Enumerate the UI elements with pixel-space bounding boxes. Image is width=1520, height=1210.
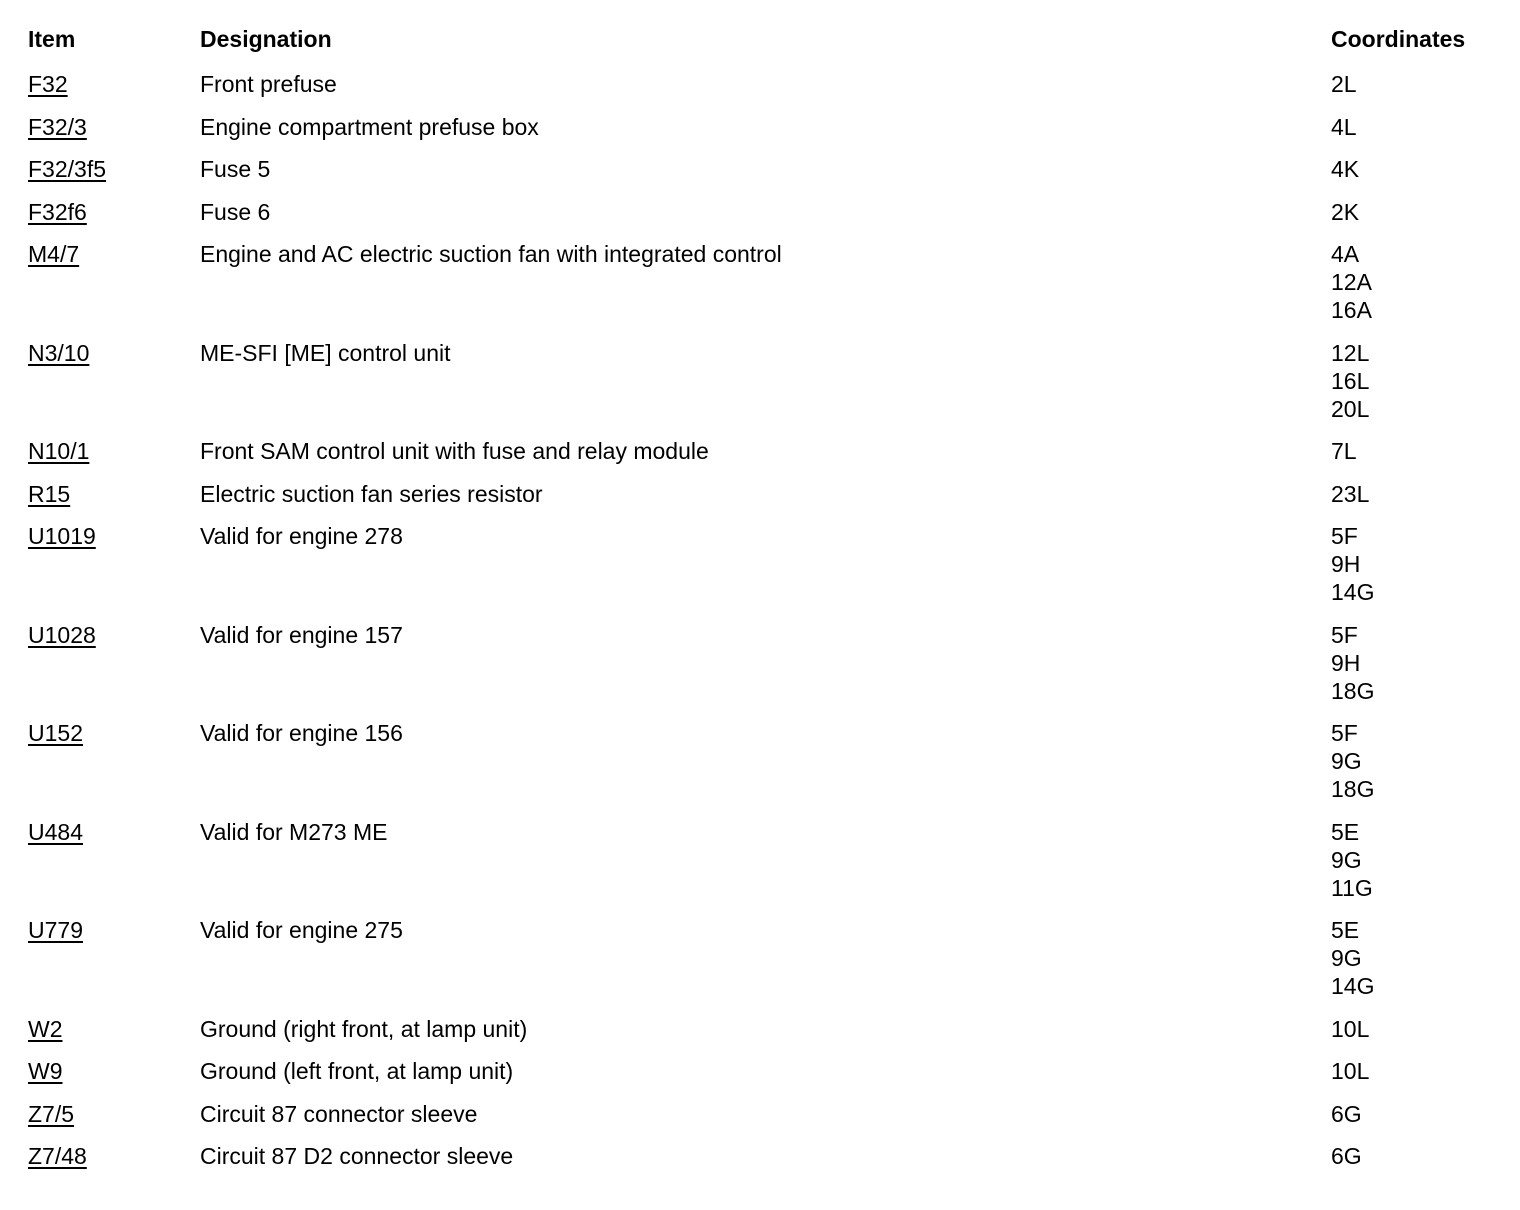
coordinates-cell <box>1331 621 1374 705</box>
coordinate-value: 6G <box>1331 1143 1362 1169</box>
coordinates-cell <box>1331 480 1369 508</box>
table-row <box>28 719 1498 818</box>
table-row <box>28 916 1498 1015</box>
table-row <box>28 198 1498 241</box>
coordinate-value: 12A <box>1331 269 1372 295</box>
table-row <box>28 1142 1498 1185</box>
coordinate-value: 4A <box>1331 241 1360 267</box>
coordinates-cell <box>1331 1142 1362 1170</box>
coordinates-cell <box>1331 70 1357 98</box>
designation-text: Circuit 87 D2 connector sleeve <box>200 1143 514 1169</box>
coordinate-value: 11G <box>1331 874 1373 901</box>
designation-text: Fuse 6 <box>200 198 271 225</box>
designation-text: Engine and AC electric suction fan with integrated control <box>200 241 782 267</box>
designation-text: Valid for engine 156 <box>200 720 403 746</box>
item-link[interactable]: Z7/5 <box>28 1100 75 1127</box>
table-row <box>28 818 1498 917</box>
item-link[interactable]: U152 <box>28 720 83 746</box>
coordinates-cell <box>1331 113 1357 141</box>
coordinates-cell <box>1331 1057 1369 1085</box>
table-row <box>28 339 1498 438</box>
coordinate-value: 5F <box>1331 523 1358 549</box>
table-row <box>28 155 1498 198</box>
item-link[interactable]: U1028 <box>28 621 96 648</box>
item-link[interactable]: U779 <box>28 917 83 943</box>
coordinate-value: 16A <box>1331 297 1372 323</box>
coordinate-value: 9H <box>1331 551 1361 577</box>
item-link[interactable]: U1019 <box>28 523 96 549</box>
coordinate-value: 9G <box>1331 748 1362 774</box>
header-item: Item <box>28 26 76 52</box>
table-row <box>28 240 1498 339</box>
table-row <box>28 522 1498 621</box>
coordinate-value: 12L <box>1331 339 1370 366</box>
coordinate-value: 5E <box>1331 917 1360 943</box>
item-link[interactable]: F32/3 <box>28 113 87 140</box>
item-link[interactable]: W9 <box>28 1058 63 1084</box>
designation-text: Engine compartment prefuse box <box>200 113 539 140</box>
coordinates-cell <box>1331 818 1373 902</box>
coordinates-cell <box>1331 522 1374 606</box>
coordinate-value: 4L <box>1331 113 1357 140</box>
item-link[interactable]: N3/10 <box>28 339 90 366</box>
table-row <box>28 1100 1498 1143</box>
coordinate-value: 9G <box>1331 945 1362 971</box>
item-link[interactable]: N10/1 <box>28 438 90 464</box>
designation-text: Valid for engine 278 <box>200 523 403 549</box>
coordinate-value: 2K <box>1331 198 1360 225</box>
coordinates-cell <box>1331 916 1374 1000</box>
designation-text: Fuse 5 <box>200 156 271 182</box>
table-header <box>28 26 1498 70</box>
item-link[interactable]: Z7/48 <box>28 1143 87 1169</box>
item-link[interactable]: R15 <box>28 480 71 507</box>
coordinate-value: 5E <box>1331 818 1360 845</box>
coordinates-cell <box>1331 437 1357 465</box>
item-link[interactable]: W2 <box>28 1015 63 1042</box>
designation-text: Front SAM control unit with fuse and relay module <box>200 438 709 464</box>
item-link[interactable]: M4/7 <box>28 241 80 267</box>
table-row <box>28 480 1498 523</box>
coordinate-value: 2L <box>1331 71 1357 97</box>
coordinate-value: 16L <box>1331 367 1370 394</box>
coordinate-value: 10L <box>1331 1015 1370 1042</box>
item-link[interactable]: U484 <box>28 818 83 845</box>
coordinate-value: 10L <box>1331 1058 1370 1084</box>
designation-text: Valid for engine 275 <box>200 917 403 943</box>
coordinate-value: 9G <box>1331 846 1362 873</box>
coordinate-value: 20L <box>1331 395 1370 422</box>
designation-text: Valid for engine 157 <box>200 621 403 648</box>
coordinate-value: 18G <box>1331 776 1375 802</box>
coordinate-value: 14G <box>1331 579 1375 605</box>
table-row <box>28 1057 1498 1100</box>
designation-text: Ground (right front, at lamp unit) <box>200 1015 528 1042</box>
table-row <box>28 70 1498 113</box>
designation-text: Circuit 87 connector sleeve <box>200 1100 478 1127</box>
coordinate-value: 5F <box>1331 720 1358 746</box>
table-row <box>28 1015 1498 1058</box>
coordinates-cell <box>1331 240 1372 324</box>
designation-text: Electric suction fan series resistor <box>200 480 543 507</box>
header-designation: Designation <box>200 26 332 52</box>
coordinate-value: 23L <box>1331 480 1370 507</box>
table-row <box>28 113 1498 156</box>
designation-text: ME-SFI [ME] control unit <box>200 339 451 366</box>
item-link[interactable]: F32/3f5 <box>28 156 106 182</box>
designation-text: Ground (left front, at lamp unit) <box>200 1058 514 1084</box>
coordinates-cell <box>1331 719 1374 803</box>
designation-text: Valid for M273 ME <box>200 818 388 845</box>
legend-table <box>28 26 1498 1185</box>
header-coordinates: Coordinates <box>1331 26 1466 52</box>
table-row <box>28 621 1498 720</box>
designation-text: Front prefuse <box>200 71 337 97</box>
coordinate-value: 7L <box>1331 438 1357 464</box>
coordinates-cell <box>1331 339 1369 423</box>
coordinates-cell <box>1331 1015 1369 1043</box>
coordinate-value: 5F <box>1331 621 1358 648</box>
table-row <box>28 437 1498 480</box>
coordinate-value: 9H <box>1331 649 1361 676</box>
coordinate-value: 6G <box>1331 1100 1362 1127</box>
coordinates-cell <box>1331 1100 1362 1128</box>
item-link[interactable]: F32 <box>28 71 68 97</box>
item-link[interactable]: F32f6 <box>28 198 87 225</box>
coordinate-value: 4K <box>1331 156 1360 182</box>
coordinate-value: 14G <box>1331 973 1375 999</box>
coordinate-value: 18G <box>1331 677 1375 704</box>
coordinates-cell <box>1331 155 1359 183</box>
coordinates-cell <box>1331 198 1359 226</box>
